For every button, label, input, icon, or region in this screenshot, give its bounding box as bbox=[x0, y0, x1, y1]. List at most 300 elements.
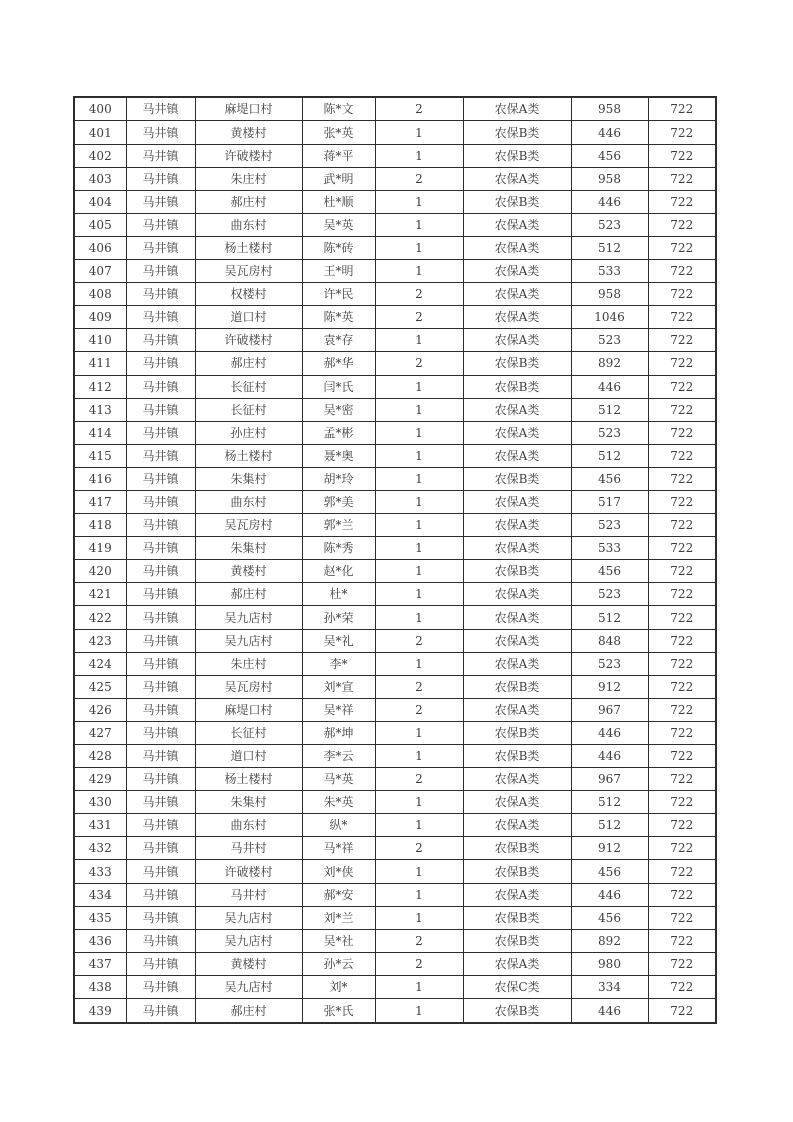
cell-village: 长征村 bbox=[195, 398, 302, 421]
cell-insurance-category: 农保A类 bbox=[463, 236, 571, 259]
cell-person-count: 1 bbox=[375, 213, 463, 236]
cell-insurance-category: 农保B类 bbox=[463, 675, 571, 698]
cell-insurance-category: 农保B类 bbox=[463, 929, 571, 952]
cell-standard: 722 bbox=[648, 791, 716, 814]
table-row bbox=[74, 537, 716, 560]
table-row bbox=[74, 260, 716, 283]
cell-insurance-category: 农保A类 bbox=[463, 514, 571, 537]
cell-town: 马井镇 bbox=[126, 721, 195, 744]
cell-insurance-category: 农保A类 bbox=[463, 629, 571, 652]
table-row bbox=[74, 837, 716, 860]
table-row bbox=[74, 791, 716, 814]
cell-serial-no: 438 bbox=[74, 975, 126, 998]
table-row bbox=[74, 560, 716, 583]
cell-insurance-category: 农保B类 bbox=[463, 467, 571, 490]
cell-person-count: 1 bbox=[375, 421, 463, 444]
cell-serial-no: 429 bbox=[74, 768, 126, 791]
cell-amount: 512 bbox=[571, 791, 648, 814]
cell-person-count: 1 bbox=[375, 236, 463, 259]
cell-town: 马井镇 bbox=[126, 606, 195, 629]
cell-village: 郝庄村 bbox=[195, 999, 302, 1023]
cell-insurance-category: 农保A类 bbox=[463, 537, 571, 560]
cell-standard: 722 bbox=[648, 190, 716, 213]
cell-serial-no: 436 bbox=[74, 929, 126, 952]
cell-town: 马井镇 bbox=[126, 352, 195, 375]
cell-standard: 722 bbox=[648, 421, 716, 444]
cell-standard: 722 bbox=[648, 352, 716, 375]
cell-amount: 446 bbox=[571, 121, 648, 144]
cell-amount: 456 bbox=[571, 560, 648, 583]
cell-village: 黄楼村 bbox=[195, 952, 302, 975]
cell-insurance-category: 农保A类 bbox=[463, 814, 571, 837]
table-row bbox=[74, 675, 716, 698]
table-row bbox=[74, 514, 716, 537]
cell-village: 吴瓦房村 bbox=[195, 260, 302, 283]
cell-serial-no: 431 bbox=[74, 814, 126, 837]
cell-serial-no: 439 bbox=[74, 999, 126, 1023]
cell-standard: 722 bbox=[648, 883, 716, 906]
cell-serial-no: 417 bbox=[74, 490, 126, 513]
cell-serial-no: 433 bbox=[74, 860, 126, 883]
cell-town: 马井镇 bbox=[126, 791, 195, 814]
cell-town: 马井镇 bbox=[126, 490, 195, 513]
cell-person-count: 1 bbox=[375, 999, 463, 1023]
cell-person-count: 1 bbox=[375, 329, 463, 352]
cell-standard: 722 bbox=[648, 444, 716, 467]
cell-person-count: 2 bbox=[375, 675, 463, 698]
cell-village: 曲东村 bbox=[195, 213, 302, 236]
cell-person-count: 1 bbox=[375, 583, 463, 606]
cell-insurance-category: 农保B类 bbox=[463, 721, 571, 744]
cell-name: 刘*侠 bbox=[302, 860, 375, 883]
cell-insurance-category: 农保A类 bbox=[463, 883, 571, 906]
cell-town: 马井镇 bbox=[126, 768, 195, 791]
table-row bbox=[74, 236, 716, 259]
cell-insurance-category: 农保A类 bbox=[463, 768, 571, 791]
cell-town: 马井镇 bbox=[126, 236, 195, 259]
cell-town: 马井镇 bbox=[126, 814, 195, 837]
table-row bbox=[74, 167, 716, 190]
table-row bbox=[74, 606, 716, 629]
records-table bbox=[73, 96, 717, 1024]
cell-town: 马井镇 bbox=[126, 975, 195, 998]
cell-standard: 722 bbox=[648, 490, 716, 513]
cell-town: 马井镇 bbox=[126, 675, 195, 698]
cell-amount: 517 bbox=[571, 490, 648, 513]
cell-town: 马井镇 bbox=[126, 260, 195, 283]
cell-person-count: 2 bbox=[375, 837, 463, 860]
cell-insurance-category: 农保A类 bbox=[463, 260, 571, 283]
cell-town: 马井镇 bbox=[126, 906, 195, 929]
table-row bbox=[74, 698, 716, 721]
cell-village: 黄楼村 bbox=[195, 560, 302, 583]
cell-name: 闫*氏 bbox=[302, 375, 375, 398]
cell-amount: 512 bbox=[571, 606, 648, 629]
cell-name: 纵* bbox=[302, 814, 375, 837]
table-row bbox=[74, 929, 716, 952]
cell-person-count: 1 bbox=[375, 375, 463, 398]
cell-village: 曲东村 bbox=[195, 490, 302, 513]
cell-name: 袁*存 bbox=[302, 329, 375, 352]
cell-standard: 722 bbox=[648, 329, 716, 352]
cell-serial-no: 405 bbox=[74, 213, 126, 236]
cell-standard: 722 bbox=[648, 675, 716, 698]
cell-town: 马井镇 bbox=[126, 329, 195, 352]
cell-serial-no: 422 bbox=[74, 606, 126, 629]
cell-amount: 523 bbox=[571, 329, 648, 352]
cell-standard: 722 bbox=[648, 144, 716, 167]
cell-person-count: 1 bbox=[375, 398, 463, 421]
cell-town: 马井镇 bbox=[126, 167, 195, 190]
cell-amount: 446 bbox=[571, 190, 648, 213]
cell-town: 马井镇 bbox=[126, 652, 195, 675]
cell-person-count: 2 bbox=[375, 97, 463, 121]
cell-amount: 1046 bbox=[571, 306, 648, 329]
cell-serial-no: 430 bbox=[74, 791, 126, 814]
cell-name: 郝*安 bbox=[302, 883, 375, 906]
cell-village: 郝庄村 bbox=[195, 352, 302, 375]
cell-town: 马井镇 bbox=[126, 514, 195, 537]
cell-name: 王*明 bbox=[302, 260, 375, 283]
cell-insurance-category: 农保B类 bbox=[463, 745, 571, 768]
cell-insurance-category: 农保B类 bbox=[463, 906, 571, 929]
cell-standard: 722 bbox=[648, 306, 716, 329]
table-row bbox=[74, 975, 716, 998]
cell-standard: 722 bbox=[648, 213, 716, 236]
cell-serial-no: 407 bbox=[74, 260, 126, 283]
cell-person-count: 1 bbox=[375, 814, 463, 837]
cell-person-count: 1 bbox=[375, 883, 463, 906]
cell-village: 朱庄村 bbox=[195, 652, 302, 675]
cell-village: 道口村 bbox=[195, 745, 302, 768]
cell-town: 马井镇 bbox=[126, 999, 195, 1023]
cell-person-count: 1 bbox=[375, 791, 463, 814]
cell-name: 张*氏 bbox=[302, 999, 375, 1023]
cell-serial-no: 403 bbox=[74, 167, 126, 190]
cell-village: 曲东村 bbox=[195, 814, 302, 837]
cell-name: 郝*华 bbox=[302, 352, 375, 375]
cell-person-count: 1 bbox=[375, 490, 463, 513]
cell-standard: 722 bbox=[648, 814, 716, 837]
cell-village: 郝庄村 bbox=[195, 190, 302, 213]
cell-amount: 523 bbox=[571, 213, 648, 236]
cell-standard: 722 bbox=[648, 560, 716, 583]
table-row bbox=[74, 375, 716, 398]
cell-serial-no: 425 bbox=[74, 675, 126, 698]
table-row bbox=[74, 629, 716, 652]
cell-serial-no: 435 bbox=[74, 906, 126, 929]
cell-amount: 456 bbox=[571, 467, 648, 490]
cell-village: 郝庄村 bbox=[195, 583, 302, 606]
cell-standard: 722 bbox=[648, 860, 716, 883]
cell-village: 吴九店村 bbox=[195, 975, 302, 998]
table-row bbox=[74, 999, 716, 1023]
cell-name: 吴*礼 bbox=[302, 629, 375, 652]
cell-town: 马井镇 bbox=[126, 283, 195, 306]
cell-standard: 722 bbox=[648, 260, 716, 283]
cell-insurance-category: 农保B类 bbox=[463, 860, 571, 883]
cell-serial-no: 408 bbox=[74, 283, 126, 306]
cell-insurance-category: 农保A类 bbox=[463, 213, 571, 236]
cell-insurance-category: 农保A类 bbox=[463, 490, 571, 513]
cell-village: 许破楼村 bbox=[195, 144, 302, 167]
cell-standard: 722 bbox=[648, 121, 716, 144]
cell-serial-no: 419 bbox=[74, 537, 126, 560]
cell-insurance-category: 农保B类 bbox=[463, 121, 571, 144]
cell-serial-no: 400 bbox=[74, 97, 126, 121]
cell-village: 朱集村 bbox=[195, 467, 302, 490]
table-row bbox=[74, 814, 716, 837]
cell-town: 马井镇 bbox=[126, 306, 195, 329]
cell-name: 郭*兰 bbox=[302, 514, 375, 537]
cell-standard: 722 bbox=[648, 514, 716, 537]
cell-name: 吴*密 bbox=[302, 398, 375, 421]
cell-name: 郭*美 bbox=[302, 490, 375, 513]
cell-village: 朱集村 bbox=[195, 791, 302, 814]
cell-serial-no: 404 bbox=[74, 190, 126, 213]
cell-insurance-category: 农保A类 bbox=[463, 952, 571, 975]
cell-town: 马井镇 bbox=[126, 537, 195, 560]
cell-town: 马井镇 bbox=[126, 421, 195, 444]
cell-amount: 512 bbox=[571, 398, 648, 421]
cell-person-count: 2 bbox=[375, 629, 463, 652]
cell-serial-no: 414 bbox=[74, 421, 126, 444]
cell-amount: 967 bbox=[571, 698, 648, 721]
cell-village: 吴九店村 bbox=[195, 606, 302, 629]
cell-amount: 446 bbox=[571, 745, 648, 768]
cell-serial-no: 423 bbox=[74, 629, 126, 652]
cell-standard: 722 bbox=[648, 975, 716, 998]
cell-amount: 446 bbox=[571, 999, 648, 1023]
table-row bbox=[74, 421, 716, 444]
cell-insurance-category: 农保B类 bbox=[463, 560, 571, 583]
cell-standard: 722 bbox=[648, 167, 716, 190]
cell-person-count: 1 bbox=[375, 721, 463, 744]
cell-village: 长征村 bbox=[195, 721, 302, 744]
cell-serial-no: 411 bbox=[74, 352, 126, 375]
cell-amount: 512 bbox=[571, 444, 648, 467]
cell-person-count: 1 bbox=[375, 906, 463, 929]
cell-name: 吴*英 bbox=[302, 213, 375, 236]
table-row bbox=[74, 283, 716, 306]
cell-insurance-category: 农保B类 bbox=[463, 375, 571, 398]
cell-amount: 892 bbox=[571, 929, 648, 952]
table-row bbox=[74, 745, 716, 768]
cell-person-count: 1 bbox=[375, 560, 463, 583]
cell-town: 马井镇 bbox=[126, 467, 195, 490]
table-row bbox=[74, 97, 716, 121]
cell-person-count: 1 bbox=[375, 514, 463, 537]
cell-name: 郝*坤 bbox=[302, 721, 375, 744]
cell-insurance-category: 农保B类 bbox=[463, 837, 571, 860]
cell-amount: 456 bbox=[571, 144, 648, 167]
cell-standard: 722 bbox=[648, 906, 716, 929]
cell-serial-no: 424 bbox=[74, 652, 126, 675]
cell-name: 刘* bbox=[302, 975, 375, 998]
cell-name: 许*民 bbox=[302, 283, 375, 306]
table-row bbox=[74, 768, 716, 791]
table-row bbox=[74, 398, 716, 421]
cell-person-count: 1 bbox=[375, 467, 463, 490]
cell-person-count: 2 bbox=[375, 698, 463, 721]
cell-town: 马井镇 bbox=[126, 213, 195, 236]
cell-insurance-category: 农保A类 bbox=[463, 167, 571, 190]
cell-town: 马井镇 bbox=[126, 97, 195, 121]
cell-person-count: 2 bbox=[375, 352, 463, 375]
cell-amount: 967 bbox=[571, 768, 648, 791]
cell-insurance-category: 农保B类 bbox=[463, 352, 571, 375]
table-row bbox=[74, 490, 716, 513]
cell-town: 马井镇 bbox=[126, 560, 195, 583]
cell-person-count: 1 bbox=[375, 144, 463, 167]
cell-name: 马*英 bbox=[302, 768, 375, 791]
cell-person-count: 2 bbox=[375, 167, 463, 190]
cell-insurance-category: 农保A类 bbox=[463, 283, 571, 306]
cell-amount: 446 bbox=[571, 883, 648, 906]
cell-amount: 958 bbox=[571, 167, 648, 190]
cell-town: 马井镇 bbox=[126, 121, 195, 144]
table-row bbox=[74, 583, 716, 606]
cell-town: 马井镇 bbox=[126, 860, 195, 883]
cell-amount: 456 bbox=[571, 906, 648, 929]
cell-standard: 722 bbox=[648, 398, 716, 421]
cell-village: 孙庄村 bbox=[195, 421, 302, 444]
cell-name: 武*明 bbox=[302, 167, 375, 190]
cell-serial-no: 434 bbox=[74, 883, 126, 906]
cell-serial-no: 406 bbox=[74, 236, 126, 259]
cell-town: 马井镇 bbox=[126, 144, 195, 167]
cell-serial-no: 420 bbox=[74, 560, 126, 583]
cell-standard: 722 bbox=[648, 97, 716, 121]
cell-village: 吴九店村 bbox=[195, 906, 302, 929]
cell-name: 朱*英 bbox=[302, 791, 375, 814]
cell-serial-no: 426 bbox=[74, 698, 126, 721]
cell-name: 吴*社 bbox=[302, 929, 375, 952]
table-row bbox=[74, 721, 716, 744]
cell-standard: 722 bbox=[648, 236, 716, 259]
cell-village: 权楼村 bbox=[195, 283, 302, 306]
cell-serial-no: 409 bbox=[74, 306, 126, 329]
table-row bbox=[74, 144, 716, 167]
cell-name: 赵*化 bbox=[302, 560, 375, 583]
cell-amount: 512 bbox=[571, 236, 648, 259]
cell-insurance-category: 农保A类 bbox=[463, 398, 571, 421]
table-row bbox=[74, 306, 716, 329]
cell-village: 朱集村 bbox=[195, 537, 302, 560]
cell-name: 陈*文 bbox=[302, 97, 375, 121]
cell-serial-no: 410 bbox=[74, 329, 126, 352]
cell-village: 吴九店村 bbox=[195, 929, 302, 952]
cell-town: 马井镇 bbox=[126, 883, 195, 906]
cell-person-count: 1 bbox=[375, 537, 463, 560]
cell-standard: 722 bbox=[648, 745, 716, 768]
cell-village: 麻堤口村 bbox=[195, 97, 302, 121]
cell-amount: 533 bbox=[571, 537, 648, 560]
cell-insurance-category: 农保A类 bbox=[463, 306, 571, 329]
cell-town: 马井镇 bbox=[126, 583, 195, 606]
cell-town: 马井镇 bbox=[126, 444, 195, 467]
cell-village: 许破楼村 bbox=[195, 329, 302, 352]
cell-name: 吴*祥 bbox=[302, 698, 375, 721]
cell-amount: 958 bbox=[571, 283, 648, 306]
cell-village: 马井村 bbox=[195, 883, 302, 906]
cell-name: 李*云 bbox=[302, 745, 375, 768]
cell-insurance-category: 农保B类 bbox=[463, 999, 571, 1023]
cell-person-count: 2 bbox=[375, 306, 463, 329]
cell-standard: 722 bbox=[648, 375, 716, 398]
cell-insurance-category: 农保A类 bbox=[463, 698, 571, 721]
cell-amount: 892 bbox=[571, 352, 648, 375]
cell-serial-no: 412 bbox=[74, 375, 126, 398]
table-row bbox=[74, 213, 716, 236]
cell-serial-no: 415 bbox=[74, 444, 126, 467]
cell-village: 黄楼村 bbox=[195, 121, 302, 144]
table-row bbox=[74, 906, 716, 929]
cell-name: 杜*顺 bbox=[302, 190, 375, 213]
cell-town: 马井镇 bbox=[126, 190, 195, 213]
cell-serial-no: 401 bbox=[74, 121, 126, 144]
cell-standard: 722 bbox=[648, 583, 716, 606]
cell-town: 马井镇 bbox=[126, 375, 195, 398]
cell-town: 马井镇 bbox=[126, 929, 195, 952]
cell-person-count: 2 bbox=[375, 952, 463, 975]
cell-amount: 446 bbox=[571, 375, 648, 398]
records-table-body bbox=[74, 97, 716, 1023]
cell-amount: 456 bbox=[571, 860, 648, 883]
cell-person-count: 2 bbox=[375, 929, 463, 952]
cell-name: 聂*奥 bbox=[302, 444, 375, 467]
cell-village: 吴瓦房村 bbox=[195, 514, 302, 537]
cell-insurance-category: 农保A类 bbox=[463, 606, 571, 629]
cell-standard: 722 bbox=[648, 283, 716, 306]
cell-name: 杜* bbox=[302, 583, 375, 606]
cell-village: 朱庄村 bbox=[195, 167, 302, 190]
cell-name: 陈*英 bbox=[302, 306, 375, 329]
cell-village: 道口村 bbox=[195, 306, 302, 329]
cell-village: 吴九店村 bbox=[195, 629, 302, 652]
cell-standard: 722 bbox=[648, 537, 716, 560]
cell-amount: 980 bbox=[571, 952, 648, 975]
table-row bbox=[74, 467, 716, 490]
cell-name: 李* bbox=[302, 652, 375, 675]
cell-serial-no: 428 bbox=[74, 745, 126, 768]
table-row bbox=[74, 444, 716, 467]
cell-insurance-category: 农保A类 bbox=[463, 791, 571, 814]
cell-name: 陈*砖 bbox=[302, 236, 375, 259]
cell-insurance-category: 农保A类 bbox=[463, 583, 571, 606]
cell-amount: 958 bbox=[571, 97, 648, 121]
cell-name: 蒋*平 bbox=[302, 144, 375, 167]
cell-serial-no: 432 bbox=[74, 837, 126, 860]
cell-name: 张*英 bbox=[302, 121, 375, 144]
cell-village: 杨土楼村 bbox=[195, 768, 302, 791]
cell-person-count: 1 bbox=[375, 745, 463, 768]
table-row bbox=[74, 352, 716, 375]
cell-amount: 523 bbox=[571, 514, 648, 537]
cell-standard: 722 bbox=[648, 698, 716, 721]
cell-person-count: 1 bbox=[375, 860, 463, 883]
table-row bbox=[74, 329, 716, 352]
table-row bbox=[74, 121, 716, 144]
table-row bbox=[74, 190, 716, 213]
table-row bbox=[74, 860, 716, 883]
cell-insurance-category: 农保A类 bbox=[463, 97, 571, 121]
cell-town: 马井镇 bbox=[126, 698, 195, 721]
cell-insurance-category: 农保A类 bbox=[463, 421, 571, 444]
cell-name: 孙*荣 bbox=[302, 606, 375, 629]
cell-serial-no: 418 bbox=[74, 514, 126, 537]
cell-name: 刘*宣 bbox=[302, 675, 375, 698]
